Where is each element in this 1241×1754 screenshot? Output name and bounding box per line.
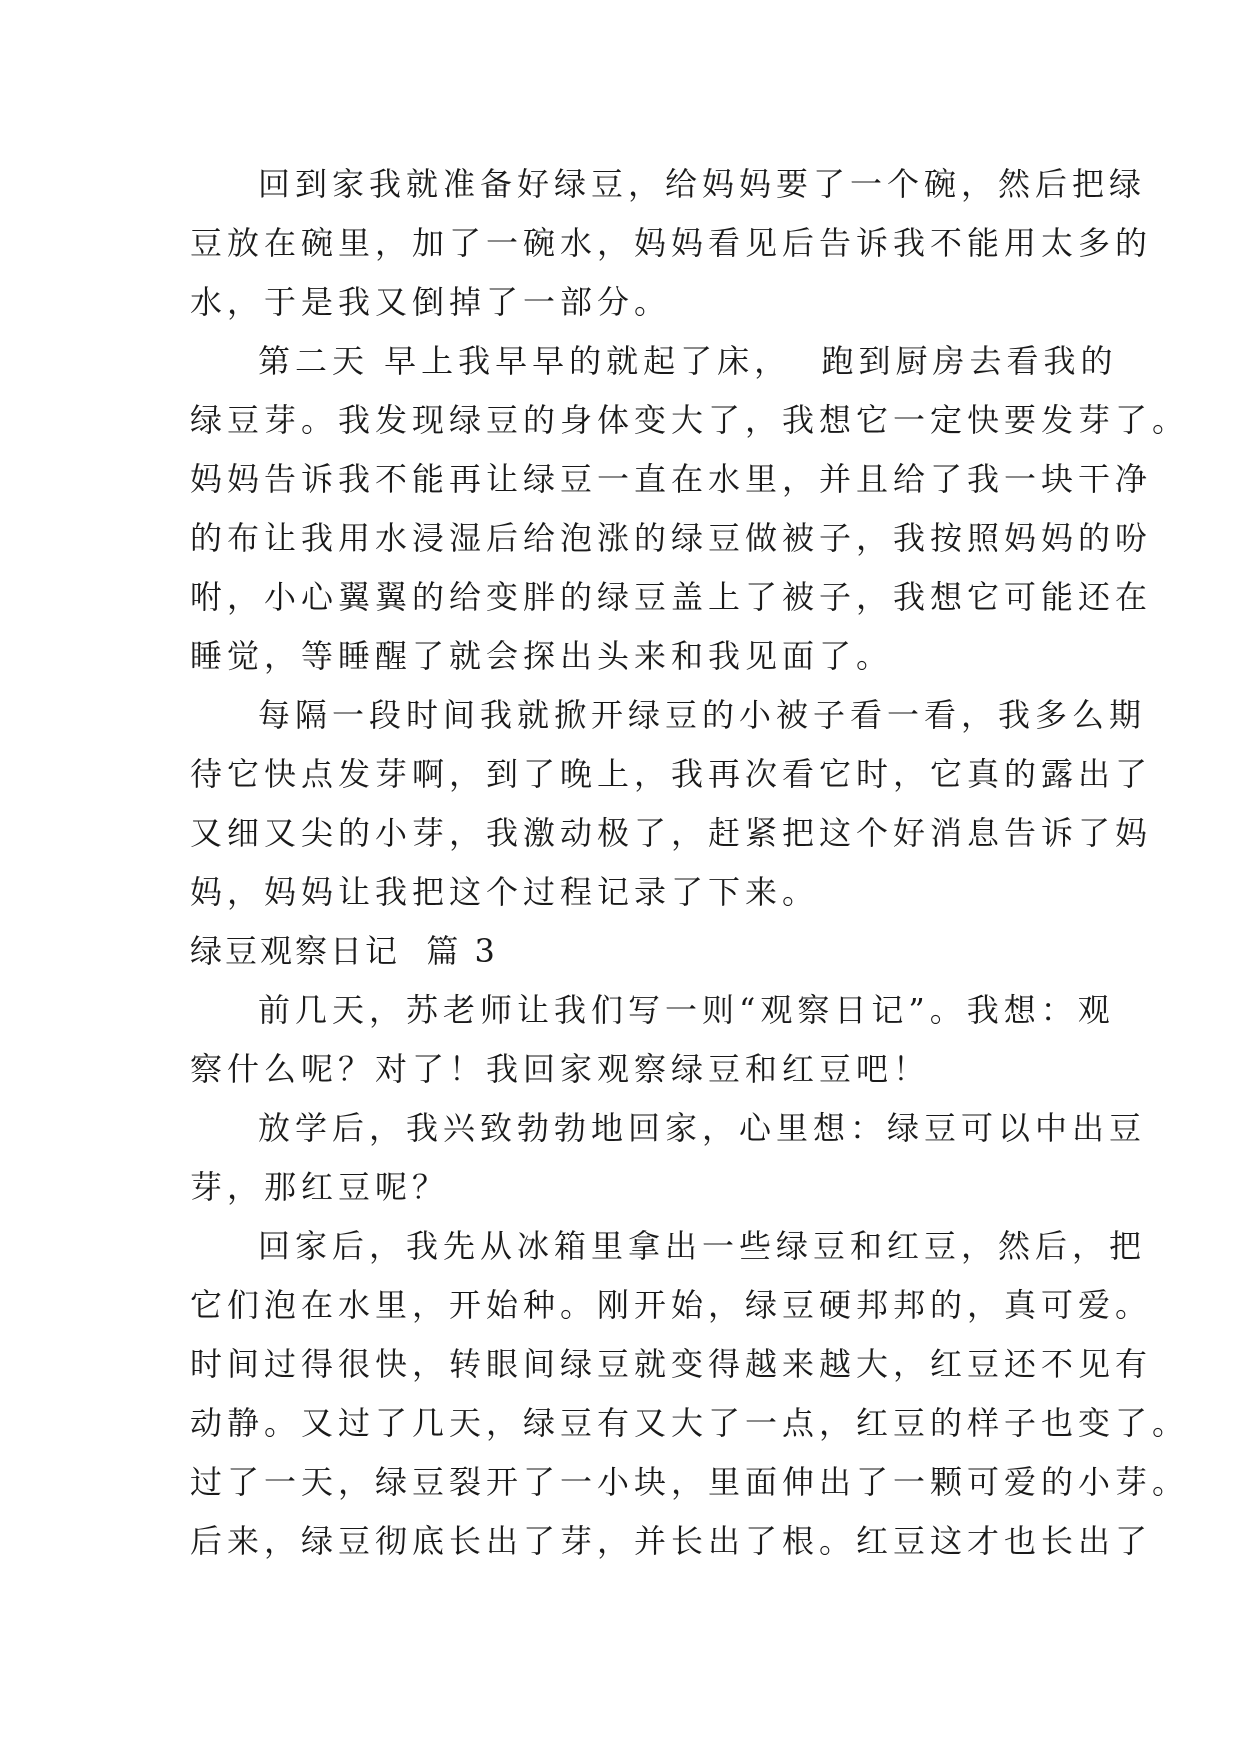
paragraph-line: 它们泡在水里，开始种。刚开始，绿豆硬邦邦的，真可爱。 xyxy=(190,1286,1153,1324)
paragraph-line: 待它快点发芽啊，到了晚上，我再次看它时，它真的露出了 xyxy=(190,755,1153,793)
paragraph-line: 水，于是我又倒掉了一部分。 xyxy=(190,283,672,321)
paragraph-line: 咐，小心翼翼的给变胖的绿豆盖上了被子，我想它可能还在 xyxy=(190,578,1153,616)
paragraph-line: 回家后，我先从冰箱里拿出一些绿豆和红豆，然后，把 xyxy=(258,1227,1147,1265)
paragraph-line: 过了一天，绿豆裂开了一小块，里面伸出了一颗可爱的小芽。 xyxy=(190,1463,1190,1501)
paragraph-line: 回到家我就准备好绿豆，给妈妈要了一个碗，然后把绿 xyxy=(258,165,1147,203)
paragraph-line: 的布让我用水浸湿后给泡涨的绿豆做被子，我按照妈妈的吩 xyxy=(190,519,1153,557)
paragraph-line: 芽，那红豆呢？ xyxy=(190,1168,450,1206)
paragraph-line: 时间过得很快，转眼间绿豆就变得越来越大，红豆还不见有 xyxy=(190,1345,1153,1383)
paragraph-line: 前几天，苏老师让我们写一则“观察日记”。我想：观 xyxy=(258,991,1115,1029)
paragraph-line: 妈，妈妈让我把这个过程记录了下来。 xyxy=(190,873,820,911)
paragraph-line: 睡觉，等睡醒了就会探出头来和我见面了。 xyxy=(190,637,894,675)
paragraph-line: 察什么呢？对了！我回家观察绿豆和红豆吧！ xyxy=(190,1050,931,1088)
paragraph-line: 妈妈告诉我不能再让绿豆一直在水里，并且给了我一块干净 xyxy=(190,460,1153,498)
paragraph-line: 放学后，我兴致勃勃地回家，心里想：绿豆可以中出豆 xyxy=(258,1109,1147,1147)
paragraph-line: 又细又尖的小芽，我激动极了，赶紧把这个好消息告诉了妈 xyxy=(190,814,1153,852)
paragraph-line: 绿豆芽。我发现绿豆的身体变大了，我想它一定快要发芽了。 xyxy=(190,401,1190,439)
paragraph-line: 豆放在碗里，加了一碗水，妈妈看见后告诉我不能用太多的 xyxy=(190,224,1153,262)
paragraph-line: 动静。又过了几天，绿豆有又大了一点，红豆的样子也变了。 xyxy=(190,1404,1190,1442)
document-body xyxy=(190,155,1190,1571)
paragraph-line: 第二天 早上我早早的就起了床， 跑到厨房去看我的 xyxy=(258,342,1118,380)
paragraph-line: 后来，绿豆彻底长出了芽，并长出了根。红豆这才也长出了 xyxy=(190,1522,1153,1560)
paragraph-line: 每隔一段时间我就掀开绿豆的小被子看一看，我多么期 xyxy=(258,696,1147,734)
section-heading: 绿豆观察日记 篇 3 xyxy=(190,932,498,970)
